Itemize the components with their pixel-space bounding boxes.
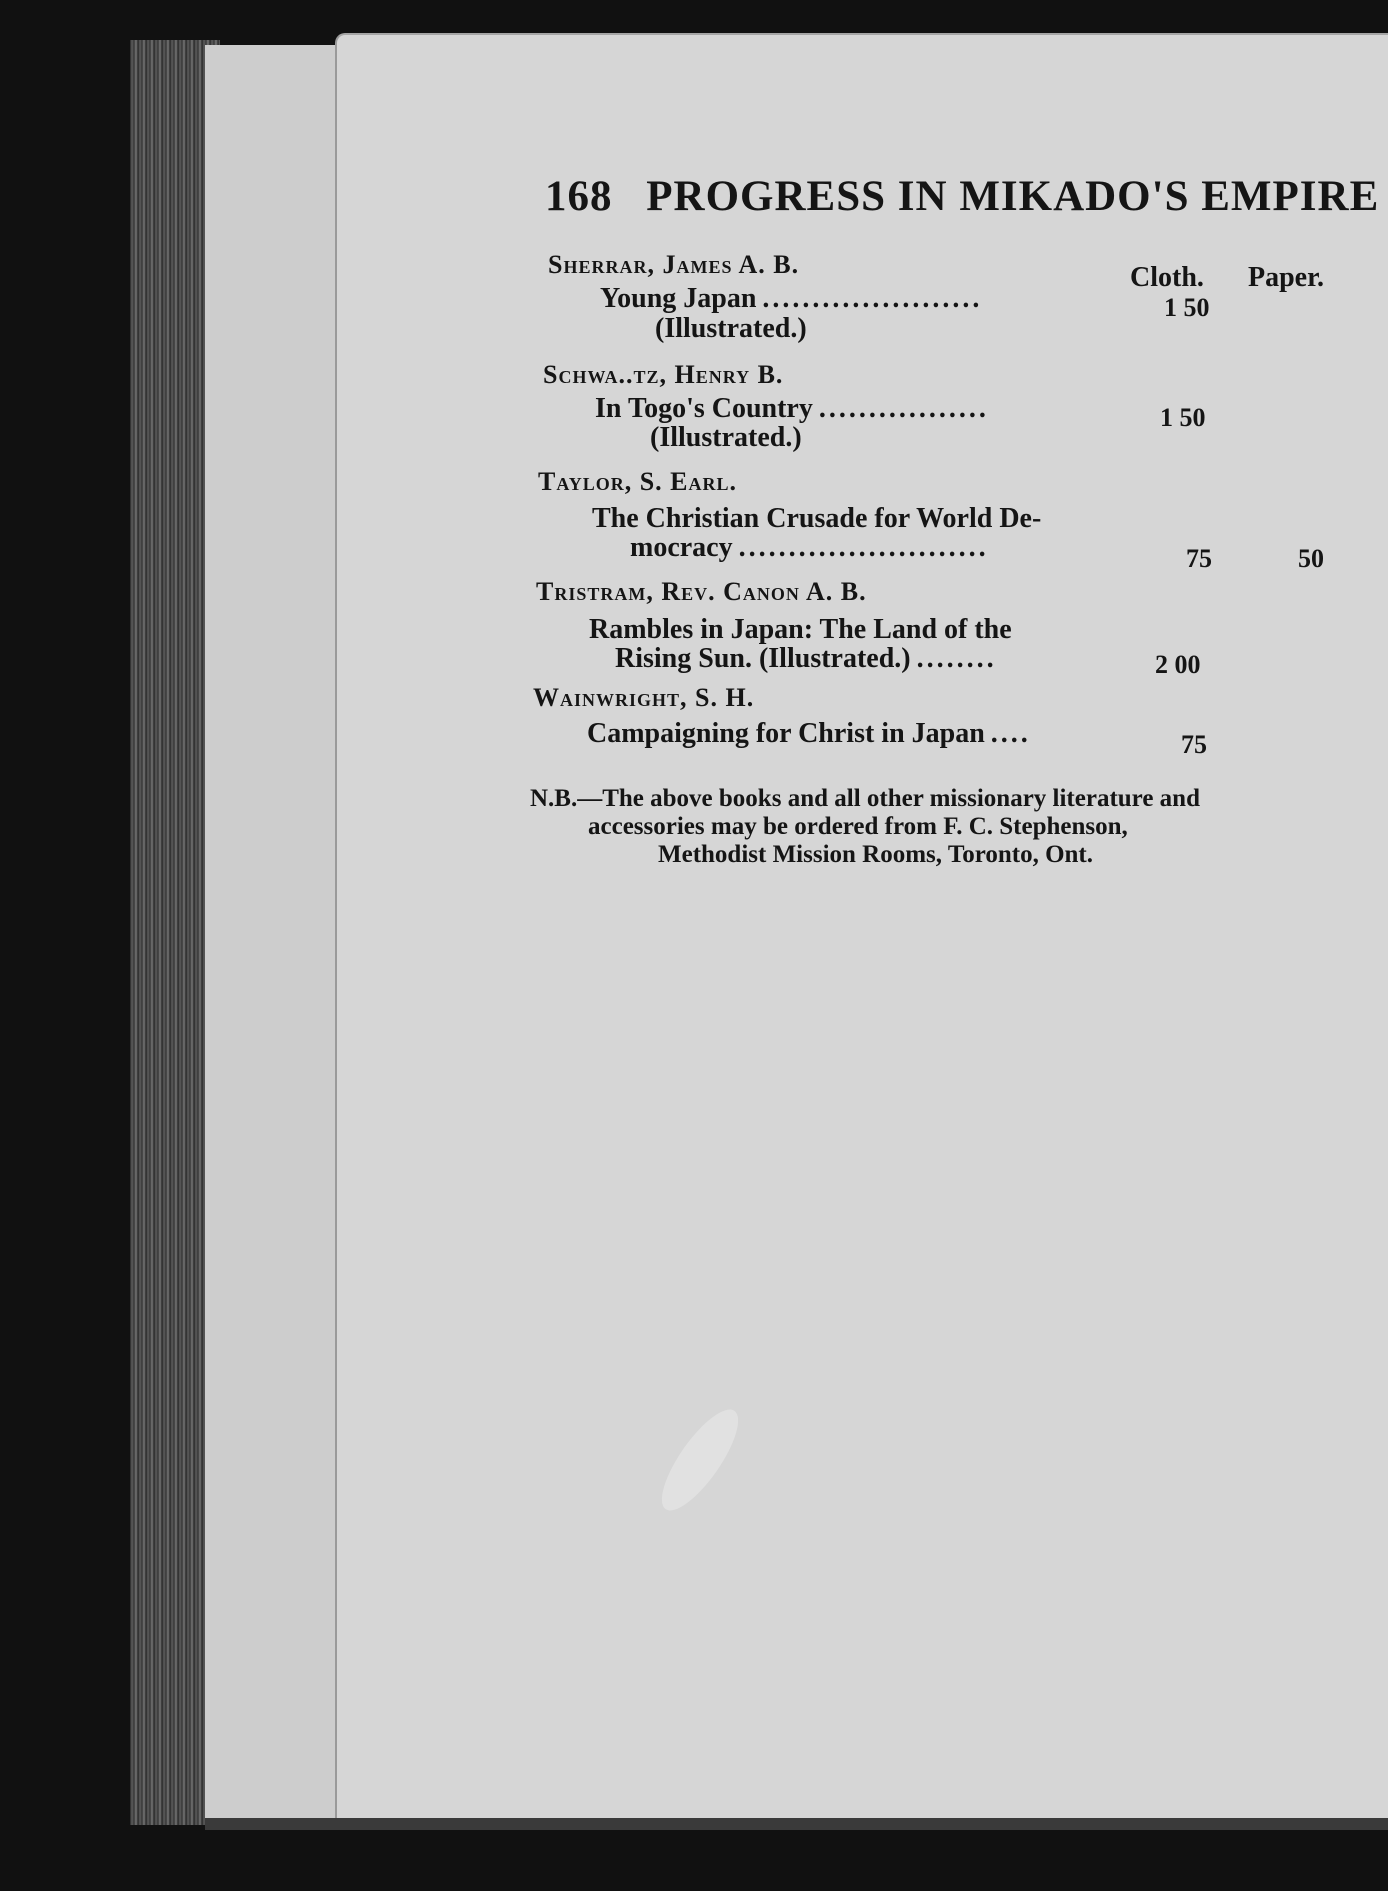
entry-title-text: mocracy xyxy=(630,532,733,563)
entry-title-text: Young Japan xyxy=(600,283,757,314)
leader-dots: ................. xyxy=(818,393,989,424)
entry-title xyxy=(615,643,997,675)
entry-title xyxy=(600,283,982,315)
entry-title-text: Rising Sun. (Illustrated.) xyxy=(615,643,911,674)
entry-title-line-1: Rambles in Japan: The Land of the xyxy=(589,614,1012,645)
entry-title-text: In Togo's Country xyxy=(595,393,813,424)
leader-dots: ...................... xyxy=(762,283,983,314)
nota-bene-line-1: N.B.—The above books and all other missionary literature and xyxy=(530,785,1200,812)
entry-title xyxy=(595,393,989,425)
entry-author: Schwa..tz, Henry B. xyxy=(543,360,784,389)
running-header xyxy=(545,172,1379,221)
entry-price-cloth: 2 00 xyxy=(1155,650,1201,679)
page-number: 168 xyxy=(545,173,613,220)
running-title: PROGRESS IN MIKADO'S EMPIRE xyxy=(646,173,1380,220)
entry-title xyxy=(630,532,989,564)
entry-note: (Illustrated.) xyxy=(650,422,802,453)
entry-author: Tristram, Rev. Canon A. B. xyxy=(536,577,867,606)
page-bottom-edge xyxy=(205,1818,1388,1830)
column-head-paper: Paper. xyxy=(1248,262,1324,293)
leader-dots: ........ xyxy=(916,643,997,674)
entry-title-line-1: The Christian Crusade for World De- xyxy=(592,503,1042,534)
entry-price-cloth: 75 xyxy=(1181,730,1207,759)
entry-price-paper: 50 xyxy=(1298,544,1324,573)
entry-price-cloth: 1 50 xyxy=(1160,403,1206,432)
nota-bene-line-2: accessories may be ordered from F. C. Stephenson, xyxy=(588,813,1128,840)
entry-title-text: Campaigning for Christ in Japan xyxy=(587,718,985,749)
nota-bene-line-3: Methodist Mission Rooms, Toronto, Ont. xyxy=(658,841,1094,868)
entry-author: Taylor, S. Earl. xyxy=(538,467,737,496)
entry-title xyxy=(587,718,1031,750)
column-head-cloth: Cloth. xyxy=(1130,262,1204,293)
leader-dots: .... xyxy=(990,718,1031,749)
entry-author: Sherrar, James A. B. xyxy=(548,250,800,279)
leader-dots: ......................... xyxy=(738,532,989,563)
entry-price-cloth: 1 50 xyxy=(1164,293,1210,322)
entry-author: Wainwright, S. H. xyxy=(533,683,755,712)
entry-price-cloth: 75 xyxy=(1186,544,1212,573)
entry-note: (Illustrated.) xyxy=(655,313,807,344)
